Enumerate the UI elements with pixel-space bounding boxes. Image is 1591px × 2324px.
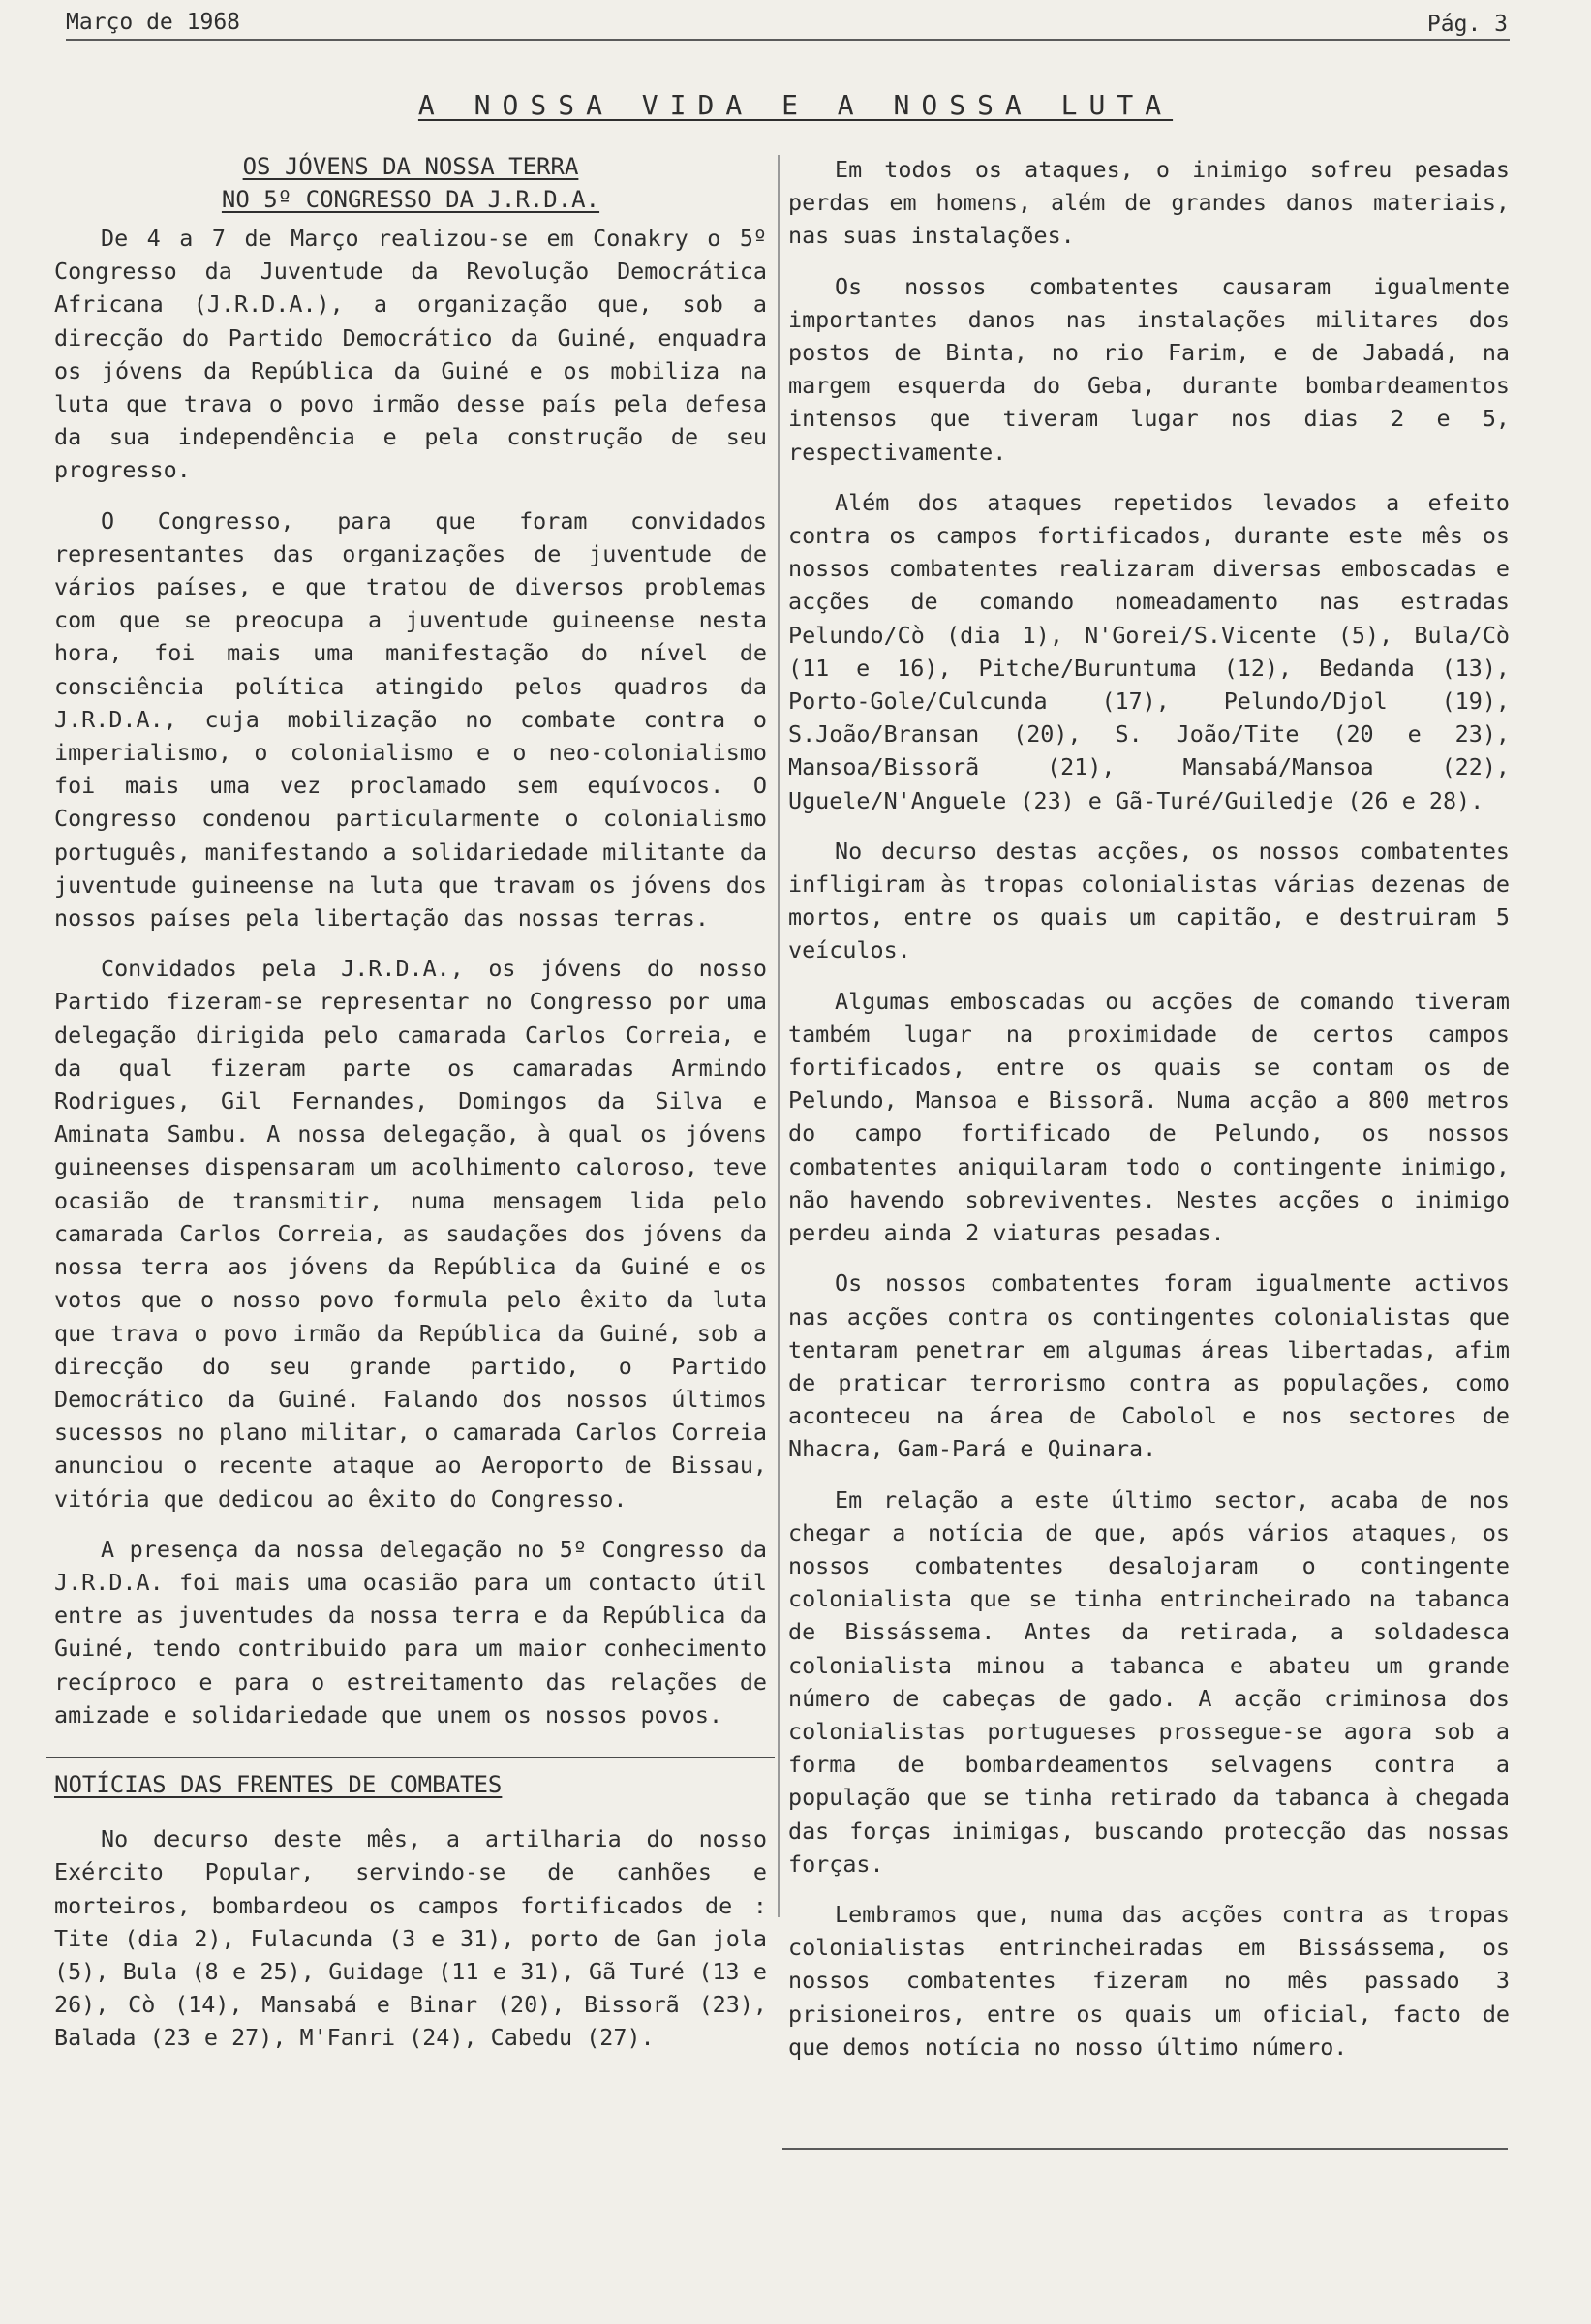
article-headline	[54, 150, 767, 216]
article-paragraph: O Congresso, para que foram convidados representantes das organizações de juventude de vários países, e que tratou de diversos problemas com que se preocupa a juventude guineense nesta hora, foi mais uma manifestação do nível de consciência política atingido pelos quadros da J.R.D.A., cuja mobilização no combate contra o imperialismo, o colonialismo e o neo-colonialismo foi mais uma vez proclamado sem equívocos. O Congresso condenou particularmente o colonialismo português, manifestando a solidariedade militante da juventude guineense na luta que travam os jóvens dos nossos países pela libertação das nossas terras.	[54, 506, 767, 933]
column-divider	[778, 155, 780, 1917]
article-paragraph: A presença da nossa delegação no 5º Congresso da J.R.D.A. foi mais uma ocasião para um contacto útil entre as juventudes da nossa terra e da República da Guiné, tendo contribuido para um maior conhecimento recíproco e para o estreitamento das relações de amizade e solidariedade que unem os nossos povos.	[54, 1535, 767, 1728]
headline-line-1: OS JÓVENS DA NOSSA TERRA	[242, 153, 579, 180]
article-paragraph: Lembramos que, numa das acções contra as tropas colonialistas entrincheiradas em Bissássema, os nossos combatentes fizeram no mês passado 3 prisioneiros, entre os quais um oficial, facto de que demos notícia no nosso último número.	[788, 1900, 1510, 2061]
section-masthead: A NOSSA VIDA E A NOSSA LUTA	[417, 89, 1174, 121]
page-number: Pág. 3	[1426, 12, 1508, 37]
section-divider	[46, 1757, 775, 1758]
article-paragraph: Em relação a este último sector, acaba de nos chegar a notícia de que, após vários ataques, os nossos combatentes desalojaram o contingente colonialista que se tinha entrincheirado na tabanca de Bissássema. Antes da retirada, a soldadesca colonialista minou a tabanca e abateu um grande número de cabeças de gado. A acção criminosa dos colonialistas portugueses prossegue-se agora sob a forma de bombardeamentos selvagens contra a população que se tinha retirado da tabanca à chegada das forças inimigas, buscando protecção das nossas forças.	[788, 1485, 1510, 1878]
column-end-rule	[782, 2148, 1508, 2150]
article-paragraph: Convidados pela J.R.D.A., os jóvens do nosso Partido fizeram-se representar no Congresso por uma delegação dirigida pelo camarada Carlos Correia, e da qual fizeram parte os camaradas Armindo Rodrigues, Gil Fernandes, Domingos da Silva e Aminata Sambu. A nossa delegação, à qual os jóvens guineenses dispensaram um acolhimento caloroso, teve ocasião de transmitir, numa mensagem lida pelo camarada Carlos Correia, as saudações dos jóvens da nossa terra aos jóvens da República da Guiné e os votos que o nosso povo formula pelo êxito da luta que trava o povo irmão da República da Guiné, sob a direcção do seu grande partido, o Partido Democrático da Guiné. Falando dos nossos últimos sucessos no plano militar, o camarada Carlos Correia anunciou o recente ataque ao Aeroporto de Bissau, vitória que dedicou ao êxito do Congresso.	[54, 955, 767, 1513]
article-paragraph: Algumas emboscadas ou acções de comando tiveram também lugar na proximidade de certos campos fortificados, entre os quais se contam os de Pelundo, Mansoa e Bissorã. Numa acção a 800 metros do campo fortificado de Pelundo, os nossos combatentes aniquilaram todo o contingente inimigo, não havendo sobreviventes. Nestes acções o inimigo perdeu ainda 2 viaturas pesadas.	[788, 987, 1510, 1247]
article-paragraph: No decurso destas acções, os nossos combatentes infligiram às tropas colonialistas várias dezenas de mortos, entre os quais um capitão, e destruiram 5 veículos.	[788, 837, 1510, 964]
article-paragraph: Em todos os ataques, o inimigo sofreu pesadas perdas em homens, além de grandes danos materiais, nas suas instalações.	[788, 156, 1510, 250]
right-column	[788, 153, 1510, 2081]
left-column	[54, 150, 767, 2072]
article-paragraph: De 4 a 7 de Março realizou-se em Conakry o 5º Congresso da Juventude da Revolução Democrática Africana (J.R.D.A.), a organização que, sob a direcção do Partido Democrático da Guiné, enquadra os jóvens da República da Guiné e os mobiliza na luta que trava o povo irmão desse país pela defesa da sua independência e pela construção de seu progresso.	[54, 225, 767, 484]
headline-line-2: NO 5º CONGRESSO DA J.R.D.A.	[221, 186, 600, 213]
section-title: NOTÍCIAS DAS FRENTES DE COMBATES	[54, 1770, 503, 1798]
article-paragraph: Os nossos combatentes causaram igualmente importantes danos nas instalações militares dos postos de Binta, no rio Farim, e de Jabadá, na margem esquerda do Geba, durante bombardeamentos intensos que tiveram lugar nos dias 2 e 5, respectivamente.	[788, 272, 1510, 466]
issue-date: Março de 1968	[66, 10, 241, 35]
article-paragraph: No decurso deste mês, a artilharia do nosso Exército Popular, servindo-se de canhões e morteiros, bombardeou os campos fortificados de : Tite (dia 2), Fulacunda (3 e 31), porto de Gan jola (5), Bula (8 e 25), Guidage (11 e 31), Gã Turé (13 e 26), Cò (14), Mansabá e Binar (20), Bissorã (23), Balada (23 e 27), M'Fanri (24), Cabedu (27).	[54, 1825, 767, 2052]
article-paragraph: Os nossos combatentes foram igualmente activos nas acções contra os contingentes colonialistas que tentaram penetrar em algumas áreas libertadas, afim de praticar terrorismo contra as populações, como aconteceu na área de Cabolol e nos sectores de Nhacra, Gam-Pará e Quinara.	[788, 1269, 1510, 1463]
article-paragraph: Além dos ataques repetidos levados a efeito contra os campos fortificados, durante este mês os nossos combatentes realizaram diversas emboscadas e acções de comando nomeadamento nas estradas Pelundo/Cò (dia 1), N'Gorei/S.Vicente (5), Bula/Cò (11 e 16), Pitche/Buruntuma (12), Bedanda (13), Porto-Gole/Culcunda (17), Pelundo/Djol (19), S.João/Bransan (20), S. João/Tite (20 e 23), Mansoa/Bissorã (21), Mansabá/Mansoa (22), Uguele/N'Anguele (23) e Gã-Turé/Guiledje (26 e 28).	[788, 488, 1510, 814]
header-rule	[66, 39, 1510, 41]
